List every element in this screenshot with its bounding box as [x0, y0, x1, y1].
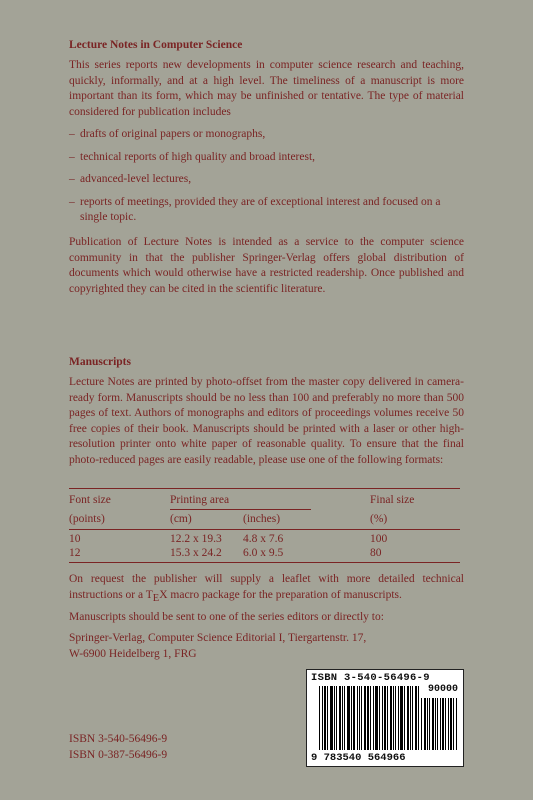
- barcode-bar: [342, 686, 343, 750]
- table-cell: 10: [69, 533, 81, 545]
- publisher-address: Springer-Verlag, Computer Science Editorial I, Tiergartenstr. 17, W-6900 Heidelberg 1, FRG: [69, 632, 367, 660]
- barcode-bar: [427, 698, 428, 750]
- barcode-bar: [322, 686, 323, 750]
- publication-service-paragraph: Publication of Lecture Notes is intended as a service to the computer science community in that the publisher Springer-Verlag offers global distribution of documents which would otherwise have a restricted readership. Once published and copyrighted they can be cited in the scientific literature.: [69, 236, 464, 295]
- barcode-bar: [445, 698, 446, 750]
- barcode-bar: [327, 686, 328, 750]
- table-bottom-rule: [69, 562, 460, 563]
- barcode-isbn-label: ISBN 3-540-56496-9: [311, 672, 430, 684]
- barcode-bar: [379, 686, 380, 750]
- barcode-bar: [359, 686, 360, 750]
- barcode-bar: [357, 686, 358, 750]
- barcode-bar: [421, 698, 422, 750]
- barcode-bar: [390, 686, 392, 750]
- barcode-bar: [437, 698, 438, 750]
- barcode-bar: [412, 686, 413, 750]
- list-item: – drafts of original papers or monographs,: [69, 128, 266, 140]
- barcode-bar: [450, 698, 452, 750]
- barcode-bar: [330, 686, 333, 750]
- table-header-font-size: Font size: [69, 494, 111, 506]
- barcode-bar: [334, 686, 335, 750]
- barcode-bar: [453, 698, 454, 750]
- table-cell: 12: [69, 547, 81, 559]
- barcode-bar: [407, 686, 409, 750]
- barcode-bar: [319, 686, 320, 750]
- barcode-bar: [418, 686, 419, 750]
- barcode-bar: [373, 686, 374, 750]
- barcode-bar: [353, 686, 355, 750]
- list-item: – reports of meetings, provided they are of exceptional interest and focused on a single topic.: [69, 195, 441, 224]
- leaflet-paragraph: On request the publisher will supply a leaflet with more detailed technical instructions or a TEX macro package for the preparation of manuscripts.: [69, 573, 464, 604]
- barcode-bar: [382, 686, 383, 750]
- table-subheader-cm: (cm): [170, 513, 192, 525]
- addon-bars: [421, 698, 458, 750]
- barcode-bar: [393, 686, 394, 750]
- barcode-bar: [440, 698, 441, 750]
- isbn-line: ISBN 0-387-56496-9: [69, 749, 168, 761]
- barcode-bar: [347, 686, 350, 750]
- manuscripts-paragraph: Lecture Notes are printed by photo-offset from the master copy delivered in camera-ready form. Manuscripts should be no less than 100 and preferably no more than 500 pages of text. Authors of monographs and editors of proceedings volumes receive 50 free copies of their book. Manuscripts should be printed with a laser or other high-resolution printer onto white paper of reasonable quality. To ensure that the final photo-reduced pages are easily readable, please use one of the following formats:: [69, 376, 464, 466]
- barcode-bar: [361, 686, 362, 750]
- table-subheader-inches: (inches): [243, 513, 281, 525]
- barcode-bar: [339, 686, 341, 750]
- table-cell: 80: [370, 547, 382, 559]
- barcode-bar: [442, 698, 444, 750]
- barcode-bar: [324, 686, 326, 750]
- barcode-bar: [400, 686, 403, 750]
- barcode-bar: [364, 686, 366, 750]
- barcode-bar: [384, 686, 386, 750]
- table-sub-rule: [170, 509, 311, 510]
- barcode-bar: [456, 698, 457, 750]
- series-heading: Lecture Notes in Computer Science: [69, 39, 243, 51]
- barcode-bar: [415, 686, 417, 750]
- barcode-bar: [351, 686, 352, 750]
- barcode-bar: [435, 698, 436, 750]
- barcode-bar: [448, 698, 449, 750]
- table-header-final-size: Final size: [370, 494, 415, 506]
- barcode-bar: [410, 686, 411, 750]
- table-header-printing-area: Printing area: [170, 494, 230, 506]
- table-cell: 15.3 x 24.2: [170, 547, 222, 559]
- series-intro-paragraph: This series reports new developments in computer science research and teaching, quickly, informally, and at a high level. The timeliness of a manuscript is more important than its form, which may be unfinished or tentative. The type of material considered for publication includes: [69, 59, 464, 118]
- barcode-bar: [395, 686, 396, 750]
- publication-types-list: [69, 127, 464, 226]
- table-cell: 100: [370, 533, 388, 545]
- list-item: – advanced-level lectures,: [69, 173, 192, 186]
- isbn-barcode: [306, 669, 464, 767]
- barcode-bar: [336, 686, 337, 750]
- send-to-paragraph: Manuscripts should be sent to one of the series editors or directly to:: [69, 611, 384, 623]
- barcode-addon-number: 90000: [427, 684, 458, 695]
- barcode-bar: [367, 686, 369, 750]
- table-subheader-percent: (%): [370, 513, 388, 525]
- barcode-bar: [387, 686, 388, 750]
- table-top-rule: [69, 488, 460, 489]
- barcode-bar: [404, 686, 405, 750]
- table-cell: 12.2 x 19.3: [170, 533, 222, 545]
- table-subheader-points: (points): [69, 513, 105, 525]
- list-item: – technical reports of high quality and broad interest,: [69, 150, 316, 163]
- barcode-bar: [370, 686, 371, 750]
- ean-bars: [319, 686, 420, 750]
- barcode-bar: [429, 698, 430, 750]
- barcode-ean-number: 9 783540 564966: [311, 752, 406, 764]
- table-mid-rule: [69, 529, 460, 530]
- manuscripts-heading: Manuscripts: [69, 356, 131, 368]
- barcode-bar: [424, 698, 426, 750]
- barcode-bar: [432, 698, 434, 750]
- barcode-bar: [375, 686, 378, 750]
- table-cell: 6.0 x 9.5: [243, 547, 284, 559]
- isbn-line: ISBN 3-540-56496-9: [69, 733, 168, 745]
- table-cell: 4.8 x 7.6: [243, 533, 284, 545]
- barcode-bar: [344, 686, 345, 750]
- barcode-bar: [398, 686, 399, 750]
